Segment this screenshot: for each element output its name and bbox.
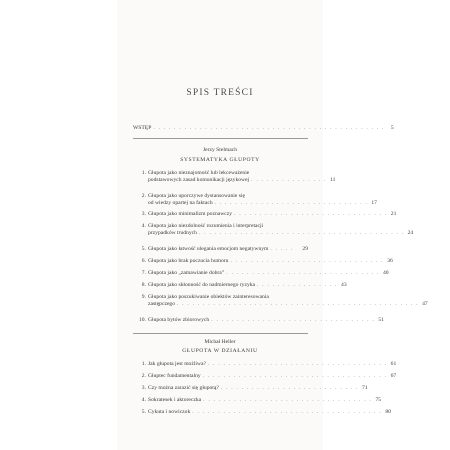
toc-entry-number: 3. bbox=[141, 211, 146, 217]
leader-dots: . . . . . . . . . . . . . . . . . . . . . . . . . . . . . . bbox=[214, 199, 368, 206]
toc-page-number: 11 bbox=[330, 176, 336, 183]
toc-entry-text: Cykuta i nowiczok bbox=[148, 409, 191, 415]
section-author: Michał Heller bbox=[204, 339, 236, 345]
toc-entry-text: Głupota jako łatwość ulegania emocjom negatywnym bbox=[148, 246, 269, 252]
toc-entry bbox=[133, 294, 428, 307]
toc-page-number: 75 bbox=[375, 397, 382, 403]
leader-dots: . . . . . bbox=[270, 246, 294, 252]
toc-entry bbox=[133, 211, 397, 218]
section-divider bbox=[133, 333, 308, 334]
toc-entry bbox=[133, 361, 397, 368]
toc-page-number: 51 bbox=[378, 317, 384, 323]
toc-entry-text: Sokratesek i aktoreczka bbox=[148, 397, 202, 403]
toc-page-number: 47 bbox=[422, 300, 428, 307]
toc-entry bbox=[133, 397, 382, 404]
toc-entry-text: Głupota jako nieznajomość lub lekceważenie bbox=[148, 170, 250, 176]
leader-dots: . . . . . . . . . . . . . . . . . . . . . . . . . . . . . . . . . . . bbox=[207, 361, 388, 367]
section-title: SYSTEMATYKA GŁUPOTY bbox=[180, 157, 260, 163]
toc-entry-text: Głupota jako brak poczucia humoru bbox=[148, 258, 229, 264]
leader-dots: . . . . . . . . . . . . . . . . bbox=[257, 282, 338, 288]
toc-entry-number: 5. bbox=[141, 246, 146, 252]
toc-entry-number: 3. bbox=[141, 385, 146, 391]
toc-page-number: 24 bbox=[407, 229, 414, 236]
section-title: GŁUPOTA W DZIAŁANIU bbox=[182, 348, 258, 354]
toc-entry-number: 4. bbox=[141, 397, 146, 403]
toc-entry-number: 6. bbox=[141, 258, 146, 264]
toc-entry-text: Głupota jako minimalizm poznawczy bbox=[148, 211, 233, 217]
toc-entry-number: 5. bbox=[141, 409, 146, 415]
toc-entry-text: Głupota jako niezdolność rozumienia i interpretacji bbox=[148, 223, 264, 229]
toc-entry bbox=[133, 170, 336, 183]
toc-entry-number: 10. bbox=[139, 317, 146, 323]
toc-entry-text-cont: przypadków trudnych bbox=[148, 229, 197, 236]
toc-entry bbox=[133, 317, 384, 324]
toc-entry-number: 2. bbox=[141, 193, 146, 199]
toc-entry-text: Czy można zarazić się głupotą? bbox=[148, 385, 219, 391]
leader-dots: . . . . . . . . . . . . . . . . . . . . . . . . . . . . . . . . . . . . . . . . . . . . . . . bbox=[177, 300, 419, 307]
toc-entry-text-cont: podstawowych zasad komunikacji językowej bbox=[148, 176, 250, 183]
toc-entry-text: Głupota bytów zbiorowych bbox=[148, 317, 210, 323]
toc-page-number: 71 bbox=[361, 385, 368, 391]
toc-page-number: 40 bbox=[382, 270, 389, 276]
toc-entry bbox=[133, 409, 391, 416]
toc-entry-label: WSTĘP bbox=[133, 125, 152, 131]
book-page bbox=[117, 0, 428, 450]
toc-entry bbox=[133, 223, 414, 236]
leader-dots: . . . . . . . . . . . . . . . . . . . . . . . . . . . . . . . . . . . . . . . . bbox=[198, 229, 405, 236]
toc-entry-intro bbox=[133, 125, 394, 132]
leader-dots: . . . . . . . . . . . . . . . . . . . . . . . . . . . . . . . . . . . . bbox=[202, 373, 388, 379]
toc-page-number: 21 bbox=[390, 211, 397, 217]
leader-dots: . . . . . . . . . . . . . . . . . . . . . . . . . . . . . . . . . . . . . . . . . . . . . bbox=[153, 125, 385, 131]
toc-entry-text: Głuptec fundamentalny bbox=[148, 373, 201, 379]
toc-entry-number: 2. bbox=[141, 373, 146, 379]
toc-entry-number: 9. bbox=[141, 294, 146, 300]
toc-entry bbox=[133, 282, 347, 289]
toc-page-number: 29 bbox=[302, 246, 308, 252]
section-divider bbox=[133, 138, 308, 139]
toc-page-number: 5 bbox=[390, 125, 394, 131]
toc-entry bbox=[133, 385, 368, 392]
toc-entry bbox=[133, 258, 393, 265]
leader-dots: . . . . . . . . . . . . . . . . . . . . . . . . . . . . . . bbox=[226, 270, 380, 276]
leader-dots: . . . . . . . . . . . . . . . . . . . . . . . . . . . bbox=[220, 385, 359, 391]
toc-entry-number: 7. bbox=[141, 270, 146, 276]
toc-page-number: 67 bbox=[390, 373, 397, 379]
leader-dots: . . . . . . . . . . . . . . . . . . . . . . . . . . . . . . . . bbox=[211, 317, 375, 323]
toc-entry-text: Głupota jako poszukiwanie obiektów zainteresowania bbox=[148, 294, 269, 300]
toc-page-number: 36 bbox=[387, 258, 393, 264]
toc-entry bbox=[133, 246, 308, 253]
leader-dots: . . . . . . . . . . . . . . . . . . . . . . . . . . . . . . . . . . . . . bbox=[192, 409, 382, 415]
toc-entry-text: Jak głupota jest możliwa? bbox=[148, 361, 206, 367]
toc-entry bbox=[133, 373, 397, 380]
leader-dots: . . . . . . . . . . . . . . . . . . . . . . . . . . . . . . . . . bbox=[203, 397, 373, 403]
toc-entry-text-cont: od wiedzy opartej na faktach bbox=[148, 199, 213, 206]
toc-entry-number: 1. bbox=[141, 361, 146, 367]
toc-page-number: 80 bbox=[385, 409, 391, 415]
toc-entry-number: 8. bbox=[141, 282, 146, 288]
toc-entry-text-cont: zastępczego bbox=[148, 300, 176, 307]
leader-dots: . . . . . . . . . . . . . . . . . . . . . . . . . . . . . . bbox=[230, 258, 384, 264]
toc-page-number: 61 bbox=[390, 361, 397, 367]
leader-dots: . . . . . . . . . . . . . . . . . . . . . . . . . . . . . . bbox=[234, 211, 388, 217]
page-title: SPIS TREŚCI bbox=[186, 88, 254, 98]
toc-page-number: 43 bbox=[341, 282, 347, 288]
toc-entry-text: Głupota jako „zamawianie dobra” bbox=[148, 270, 225, 276]
toc-entry bbox=[133, 270, 389, 277]
section-author: Jerzy Stelmach bbox=[202, 147, 238, 153]
toc-entry bbox=[133, 193, 377, 206]
toc-entry-number: 1. bbox=[141, 170, 146, 176]
toc-entry-text: Głupota jako uporczywe dystansowanie się bbox=[148, 193, 245, 199]
leader-dots: . . . . . . . . . . . . . . . bbox=[251, 176, 327, 183]
toc-page-number: 17 bbox=[371, 199, 377, 206]
toc-entry-text: Głupota jako skłonność do nadmiernego ryzyka bbox=[148, 282, 256, 288]
toc-entry-number: 4. bbox=[141, 223, 146, 229]
